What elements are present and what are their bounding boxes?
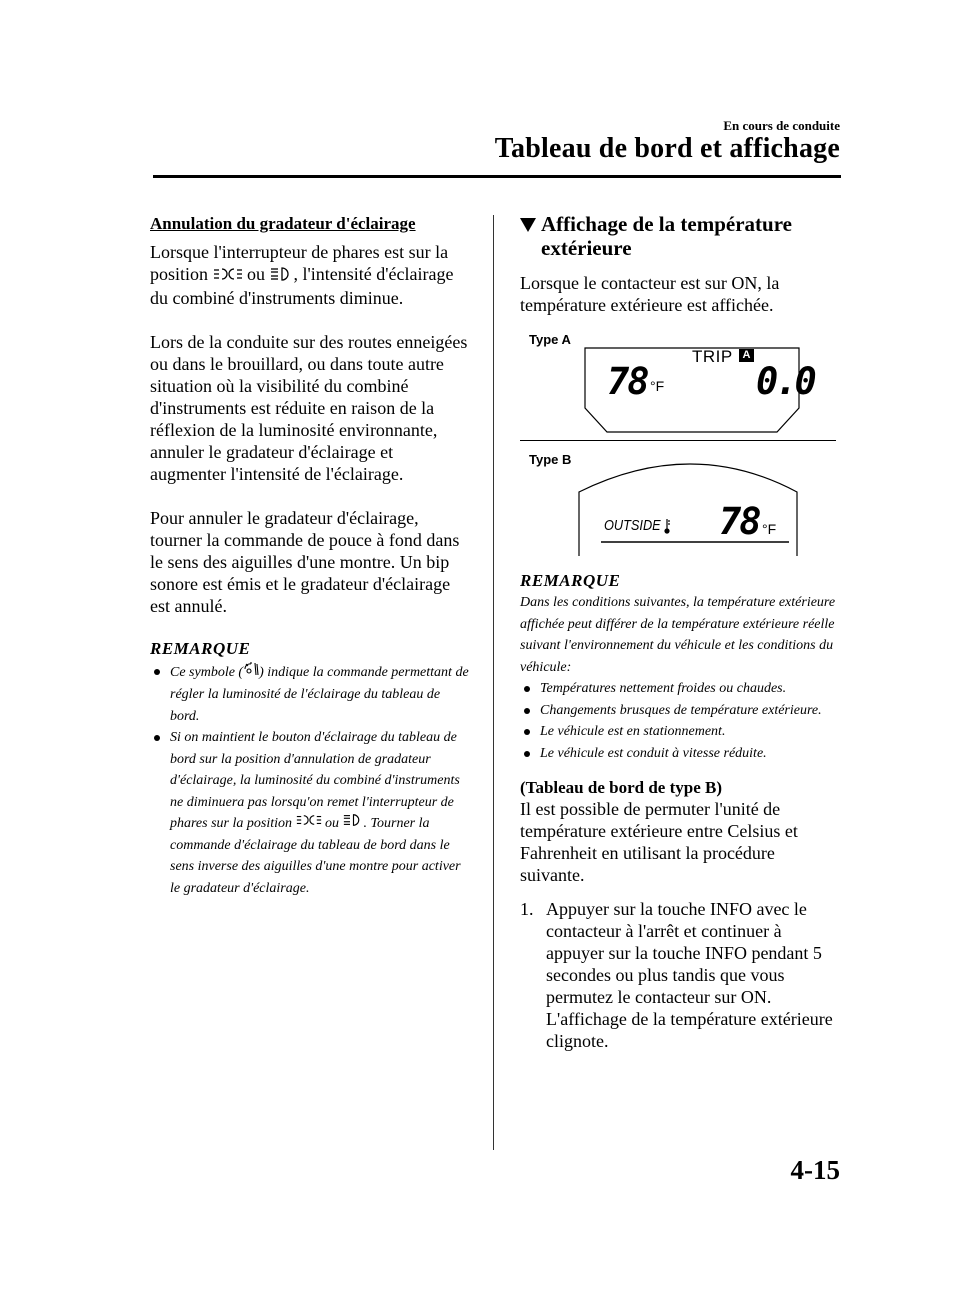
paragraph-dimmer-cancel-procedure: Pour annuler le gradateur d'éclairage, tourner la commande de pouce à fond dans le sens des aiguilles d'une montre. Un bip sonore est émis et le gradateur d'éclairage est annulé. bbox=[150, 507, 460, 616]
column-divider bbox=[493, 215, 494, 1150]
headlight-on-icon bbox=[343, 813, 364, 835]
note-item: Ce symbole ( ) indique la commande permettant de régler la luminosité de l'éclairage du tableau de bord. bbox=[150, 661, 472, 728]
type-b-unit: °F bbox=[762, 521, 777, 537]
step-number: 1. bbox=[520, 899, 534, 919]
note-item: Le véhicule est en stationnement. bbox=[520, 721, 840, 743]
bullet bbox=[524, 751, 530, 757]
bullet bbox=[524, 686, 530, 692]
note-heading: REMARQUE bbox=[150, 638, 251, 658]
type-a-temperature: 78 bbox=[607, 360, 648, 403]
paragraph-dimmer-intro: Lorsque l'interrupteur de phares est sur la position ou , l'intensité d'éclairage du combiné d'instruments diminue. bbox=[150, 242, 454, 308]
step-1 bbox=[520, 898, 840, 1052]
subheading-type-b: (Tableau de bord de type B) bbox=[520, 778, 722, 797]
paragraph-temp-intro: Lorsque le contacteur est sur ON, la température extérieure est affichée. bbox=[520, 273, 780, 315]
note-item: Températures nettement froides ou chaudes. bbox=[520, 678, 840, 700]
bullet bbox=[154, 669, 160, 675]
trip-a-badge: A bbox=[739, 349, 754, 362]
outside-label: OUTSIDE bbox=[604, 517, 661, 534]
bullet bbox=[524, 729, 530, 735]
section-heading-outside-temp: Affichage de la température extérieure bbox=[520, 212, 840, 260]
note-item: Si on maintient le bouton d'éclairage du tableau de bord sur la position d'annulation de gradateur d'éclairage, la luminosité du combiné d'instruments ne diminuera pas lorsqu'on remet l'interrupteur de phares sur la position ou . Tourner la commande d'éclairage du tableau de bord dans le sens inverse des aiguilles d'une montre pour activer le gradateur d'éclairage. bbox=[150, 727, 472, 899]
left-body bbox=[150, 241, 472, 899]
note-intro: Dans les conditions suivantes, la température extérieure affichée peut différer de la température extérieure réelle suivant l'environnement du véhicule et les conditions du véhicule: bbox=[520, 595, 836, 675]
dimmer-control-icon bbox=[243, 661, 259, 685]
type-b-temperature: 78 bbox=[719, 500, 760, 543]
bullet bbox=[524, 708, 530, 714]
type-a-unit: °F bbox=[650, 378, 665, 394]
paragraph-unit-switch: Il est possible de permuter l'unité de température extérieure entre Celsius et Fahrenheit en utilisant la procédure suivante. bbox=[520, 799, 798, 885]
running-header: En cours de conduite bbox=[723, 118, 840, 133]
headlight-on-icon bbox=[270, 265, 294, 287]
page-title: Tableau de bord et affichage bbox=[494, 133, 840, 164]
note-item: Le véhicule est conduit à vitesse réduite. bbox=[520, 743, 840, 765]
step-text: Appuyer sur la touche INFO avec le contacteur à l'arrêt et continuer à appuyer sur la touche INFO pendant 5 secondes ou plus tandis que vous permutez le contacteur sur ON. L'affichage de la température extérieure clignote. bbox=[546, 899, 833, 1051]
type-a-label: Type A bbox=[529, 332, 571, 347]
note-item: Changements brusques de température extérieure. bbox=[520, 700, 840, 722]
headlight-parking-icon bbox=[213, 265, 243, 287]
headlight-parking-icon bbox=[296, 813, 322, 835]
header-rule bbox=[153, 175, 841, 178]
page-number: 4-15 bbox=[790, 1155, 840, 1185]
thermometer-icon bbox=[663, 518, 671, 539]
trip-label: TRIP bbox=[692, 347, 733, 366]
paragraph-dimmer-visibility: Lors de la conduite sur des routes enneigées ou dans le brouillard, ou dans toute autre situation où la visibilité du combiné d'instruments est réduite en raison de la réflexion de la luminosité environnante, annuler le gradateur d'éclairage et augmenter l'intensité de l'éclairage. bbox=[150, 331, 468, 484]
section-marker-icon bbox=[520, 218, 536, 232]
type-b-display bbox=[577, 446, 807, 556]
outside-temp-display-figure bbox=[520, 328, 840, 560]
right-note-block bbox=[520, 571, 840, 1052]
bullet bbox=[154, 735, 160, 741]
figure-divider bbox=[520, 440, 836, 441]
section-heading-dimmer-cancel: Annulation du gradateur d'éclairage bbox=[150, 214, 416, 233]
note-heading: REMARQUE bbox=[520, 571, 621, 590]
type-b-label: Type B bbox=[529, 452, 572, 467]
trip-value: 0.0 bbox=[756, 360, 814, 403]
